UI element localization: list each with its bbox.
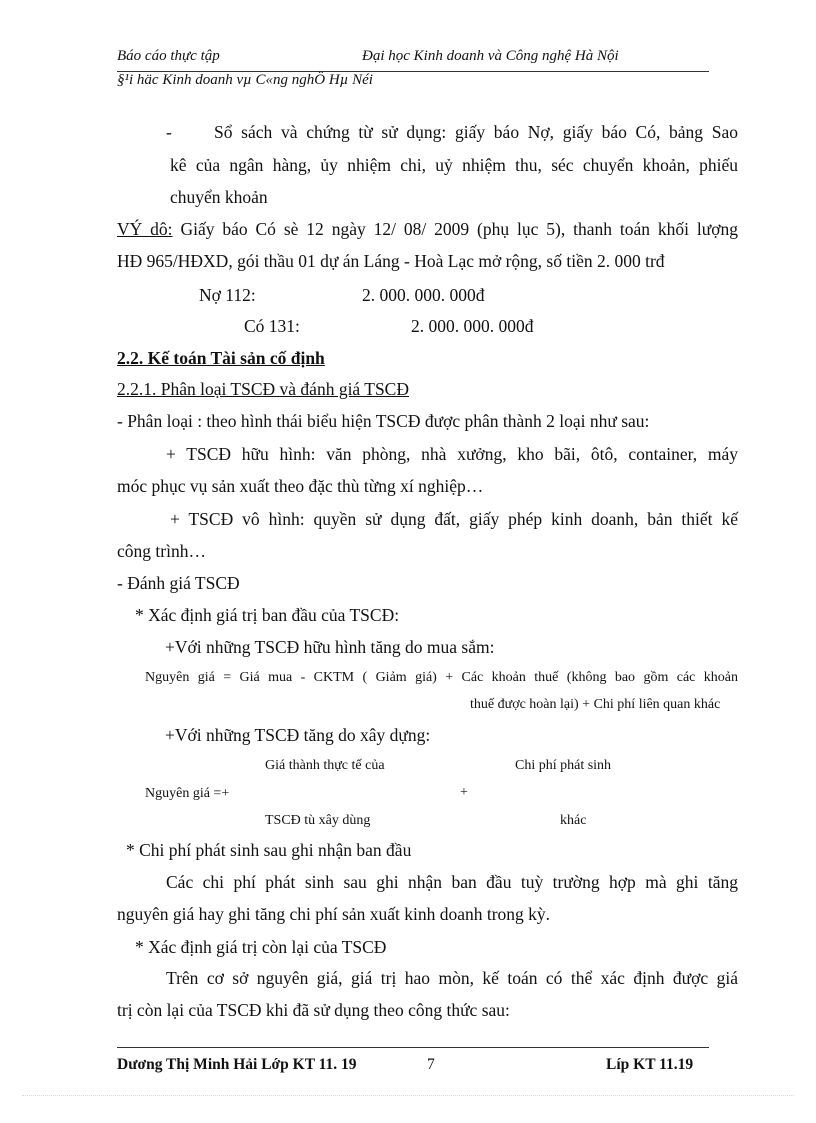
example-label: VÝ dô:	[117, 219, 173, 239]
bullet-line-1: Sổ sách và chứng từ sử dụng: giấy báo Nợ, giấy báo Có, bảng Sao	[214, 122, 738, 142]
footer-author: Dương Thị Minh Hải Lớp KT 11. 19	[117, 1056, 357, 1073]
example-line-2: HĐ 965/HĐXD, gói thầu 01 dự án Láng - Hoà Lạc mở rộng, số tiền 2. 000 trđ	[117, 251, 665, 271]
formula-built-plus: +	[460, 785, 468, 800]
initial-value-heading: * Xác định giá trị ban đầu của TSCĐ:	[135, 605, 400, 625]
formula-built-top-right: Chi phí phát sinh	[515, 758, 612, 773]
evaluate-heading: - Đánh giá TSCĐ	[117, 573, 240, 593]
section-subtitle: 2.2.1. Phân loại TSCĐ và đánh giá TSCĐ	[117, 379, 409, 399]
after-para-line-1: Các chi phí phát sinh sau ghi nhận ban đầu tuỳ trường hợp mà ghi tăng	[166, 872, 738, 892]
example-line-1	[117, 219, 738, 240]
after-heading: * Chi phí phát sinh sau ghi nhận ban đầu	[126, 840, 412, 860]
tangible-line-2: móc phục vụ sản xuất theo đặc thù từng xí nghiệp…	[117, 476, 484, 496]
formula-built-label: Nguyên giá =+	[145, 786, 230, 801]
credit-amount: 2. 000. 000. 000đ	[411, 316, 534, 336]
section-title: 2.2. Kế toán Tài sản cố định	[117, 348, 325, 368]
bullet-line-3: chuyển khoản	[170, 187, 268, 207]
bullet-line-2: kê của ngân hàng, ủy nhiệm chi, uỷ nhiệm thu, séc chuyển khoản, phiếu	[170, 155, 738, 175]
formula-built-bottom-right: khác	[560, 813, 587, 828]
formula-purchase-line-1: Nguyên giá = Giá mua - CKTM ( Giảm giá) + Các khoản thuế (không bao gồm các khoản	[145, 670, 738, 685]
formula-purchase-line-2: thuế được hoàn lại) + Chi phí liên quan khác	[470, 697, 721, 712]
residual-heading: * Xác định giá trị còn lại của TSCĐ	[135, 937, 387, 957]
header-left: Báo cáo thực tập	[117, 48, 220, 64]
header-sub: §¹i häc Kinh doanh vµ C«ng nghÖ Hµ Néi	[117, 72, 373, 88]
classify-intro: - Phân loại : theo hình thái biểu hiện TSCĐ được phân thành 2 loại như sau:	[117, 411, 650, 431]
page-bottom-dotted-line	[22, 1095, 794, 1096]
formula-built-top-left: Giá thành thực tế của	[265, 758, 385, 773]
intangible-line-2: công trình…	[117, 541, 206, 561]
bullet-dash: -	[166, 122, 172, 142]
credit-label: Có 131:	[244, 316, 300, 336]
header-right: Đại học Kinh doanh và Công nghệ Hà Nội	[362, 48, 619, 64]
debit-label: Nợ 112:	[199, 285, 256, 305]
residual-para-line-1: Trên cơ sở nguyên giá, giá trị hao mòn, kế toán có thể xác định được giá	[166, 968, 738, 988]
tangible-line-1: + TSCĐ hữu hình: văn phòng, nhà xưởng, kho bãi, ôtô, container, máy	[166, 444, 738, 464]
footer-rule	[117, 1047, 709, 1048]
example-text-1: Giấy báo Có sè 12 ngày 12/ 08/ 2009 (phụ lục 5), thanh toán khối lượng	[172, 219, 738, 239]
built-heading: +Với những TSCĐ tăng do xây dựng:	[165, 725, 431, 745]
intangible-line-1: + TSCĐ vô hình: quyền sử dụng đất, giấy phép kinh doanh, bản thiết kế	[170, 509, 738, 529]
footer-class: Líp KT 11.19	[606, 1056, 694, 1073]
purchase-heading: +Với những TSCĐ hữu hình tăng do mua sắm:	[165, 637, 495, 657]
page-number: 7	[427, 1056, 435, 1073]
formula-built-bottom-left: TSCĐ tù xây dùng	[265, 813, 371, 828]
debit-amount: 2. 000. 000. 000đ	[362, 285, 485, 305]
residual-para-line-2: trị còn lại của TSCĐ khi đã sử dụng theo công thức sau:	[117, 1000, 510, 1020]
after-para-line-2: nguyên giá hay ghi tăng chi phí sản xuất kinh doanh trong kỳ.	[117, 904, 551, 924]
